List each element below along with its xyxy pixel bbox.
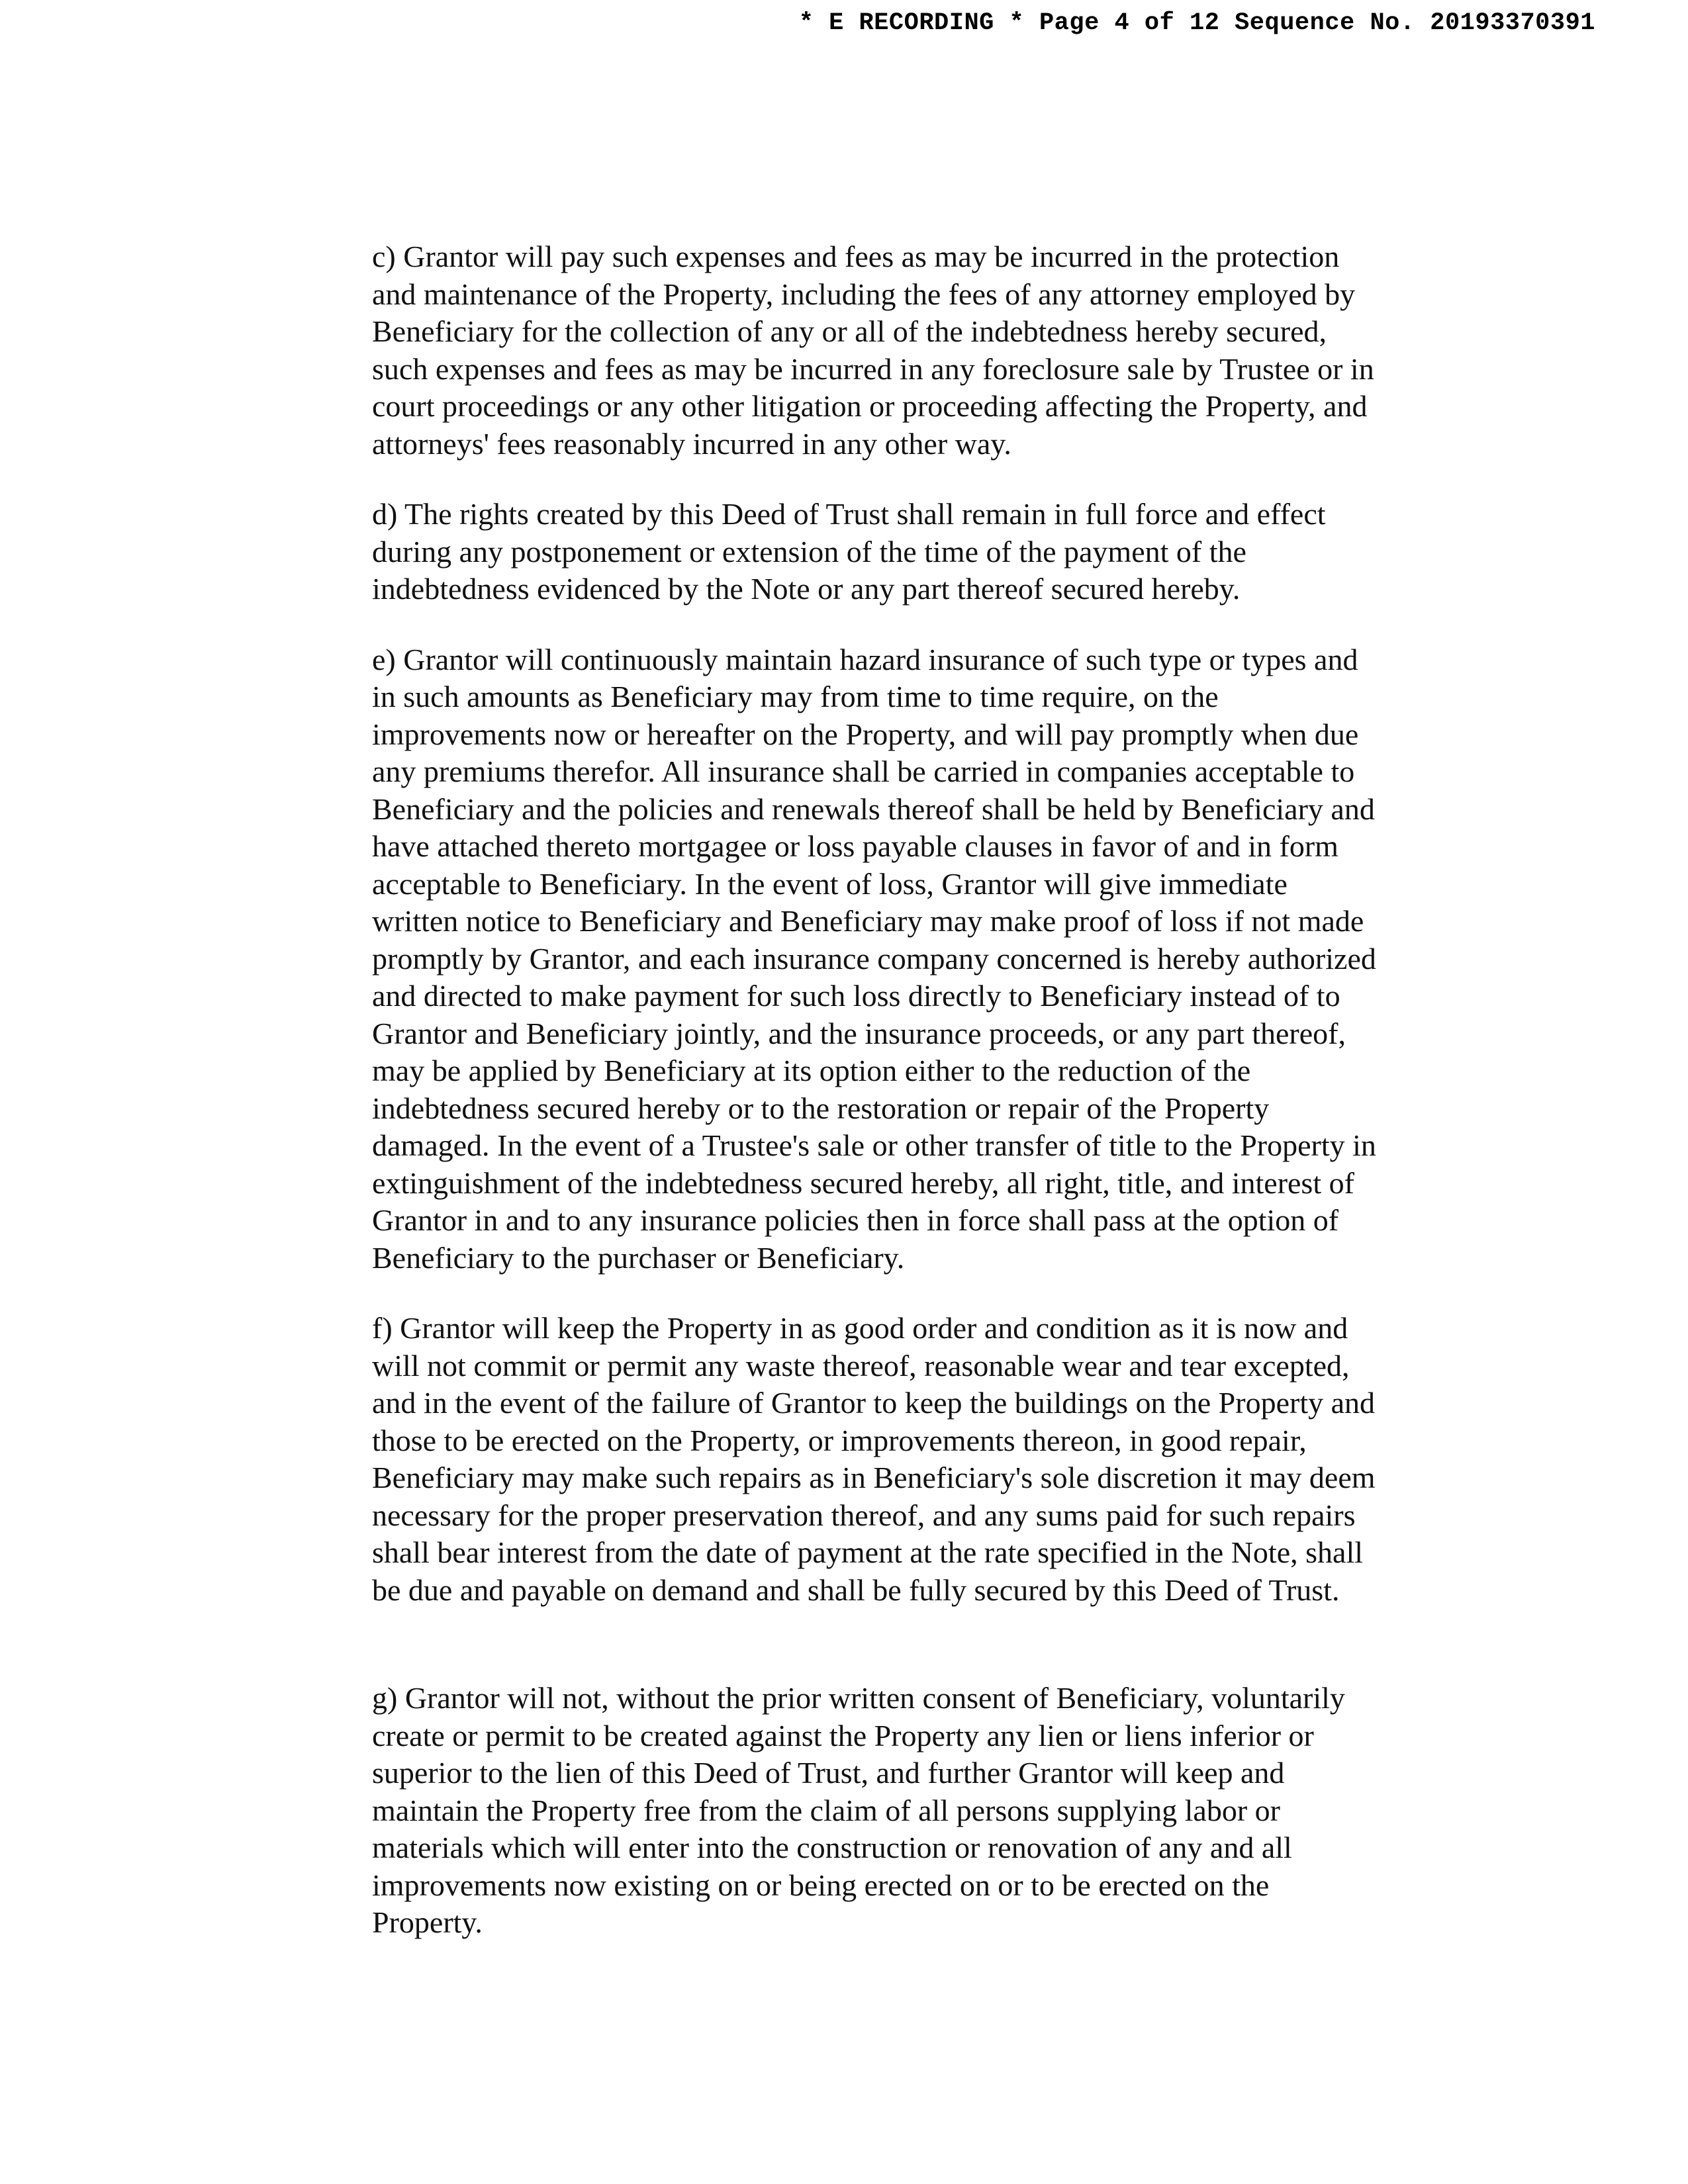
clause-line: attorneys' fees reasonably incurred in any other way.	[372, 426, 1011, 461]
clause-line: f) Grantor will keep the Property in as good order and condition as it is now and	[372, 1311, 1348, 1345]
clause-line: c) Grantor will pay such expenses and fees as may be incurred in the protection	[372, 240, 1340, 273]
clause-line: Grantor in and to any insurance policies then in force shall pass at the option of	[372, 1203, 1339, 1237]
clause-line: d) The rights created by this Deed of Trust shall remain in full force and effect	[372, 497, 1326, 531]
clause-line: e) Grantor will continuously maintain hazard insurance of such type or types and	[372, 642, 1358, 676]
clause-line: will not commit or permit any waste thereof, reasonable wear and tear excepted,	[372, 1348, 1350, 1383]
clause-line: during any postponement or extension of the time of the payment of the	[372, 534, 1246, 569]
clause-line: such expenses and fees as may be incurred in any foreclosure sale by Trustee or in	[372, 351, 1374, 386]
clause-line: in such amounts as Beneficiary may from time to time require, on the	[372, 680, 1219, 713]
recording-header: * E RECORDING * Page 4 of 12 Sequence No. 20193370391	[798, 9, 1595, 37]
clause-f	[372, 1310, 1491, 1609]
clause-line: Beneficiary to the purchaser or Beneficiary.	[372, 1240, 905, 1275]
clause-line: written notice to Beneficiary and Beneficiary may make proof of loss if not made	[372, 904, 1364, 938]
clause-g	[372, 1680, 1491, 1942]
clause-line: damaged. In the event of a Trustee's sale or other transfer of title to the Property in	[372, 1128, 1376, 1162]
clause-line: create or permit to be created against the Property any lien or liens inferior or	[372, 1718, 1314, 1752]
clause-line: any premiums therefor. All insurance shall be carried in companies acceptable to	[372, 754, 1355, 788]
clause-line: promptly by Grantor, and each insurance company concerned is hereby authorized	[372, 941, 1376, 976]
clause-line: superior to the lien of this Deed of Trust, and further Grantor will keep and	[372, 1756, 1285, 1790]
clause-e	[372, 641, 1491, 1277]
clause-line: g) Grantor will not, without the prior written consent of Beneficiary, voluntarily	[372, 1681, 1345, 1715]
clause-line: those to be erected on the Property, or improvements thereon, in good repair,	[372, 1423, 1307, 1457]
clause-line: Beneficiary and the policies and renewals thereof shall be held by Beneficiary and	[372, 792, 1375, 826]
clause-line: and directed to make payment for such loss directly to Beneficiary instead of to	[372, 979, 1340, 1013]
clause-line: improvements now existing on or being erected on or to be erected on the	[372, 1868, 1270, 1902]
clause-line: improvements now or hereafter on the Property, and will pay promptly when due	[372, 717, 1359, 751]
clause-line: court proceedings or any other litigation or proceeding affecting the Property, and	[372, 389, 1368, 423]
clause-d	[372, 496, 1491, 608]
clause-line: Property.	[372, 1905, 483, 1939]
clause-line: extinguishment of the indebtedness secured hereby, all right, title, and interest of	[372, 1165, 1354, 1200]
clause-line: and in the event of the failure of Grantor to keep the buildings on the Property and	[372, 1386, 1376, 1420]
clause-line: may be applied by Beneficiary at its option either to the reduction of the	[372, 1054, 1251, 1087]
clause-line: materials which will enter into the construction or renovation of any and all	[372, 1831, 1292, 1864]
clause-line: Beneficiary for the collection of any or all of the indebtedness hereby secured,	[372, 314, 1327, 348]
clause-line: and maintenance of the Property, including the fees of any attorney employed by	[372, 277, 1356, 311]
clause-line: have attached thereto mortgagee or loss payable clauses in favor of and in form	[372, 829, 1338, 863]
clause-line: indebtedness evidenced by the Note or any part thereof secured hereby.	[372, 572, 1241, 606]
clause-line: shall bear interest from the date of payment at the rate specified in the Note, shall	[372, 1535, 1363, 1569]
clause-line: maintain the Property free from the claim of all persons supplying labor or	[372, 1793, 1280, 1827]
clause-line: necessary for the proper preservation thereof, and any sums paid for such repairs	[372, 1498, 1356, 1532]
clause-line: be due and payable on demand and shall be fully secured by this Deed of Trust.	[372, 1572, 1340, 1607]
clause-line: acceptable to Beneficiary. In the event of loss, Grantor will give immediate	[372, 866, 1288, 901]
clause-c	[372, 238, 1491, 463]
clause-line: indebtedness secured hereby or to the restoration or repair of the Property	[372, 1091, 1270, 1125]
clause-line: Grantor and Beneficiary jointly, and the insurance proceeds, or any part thereof,	[372, 1016, 1346, 1050]
document-body	[372, 238, 1491, 1975]
clause-line: Beneficiary may make such repairs as in Beneficiary's sole discretion it may deem	[372, 1461, 1376, 1494]
